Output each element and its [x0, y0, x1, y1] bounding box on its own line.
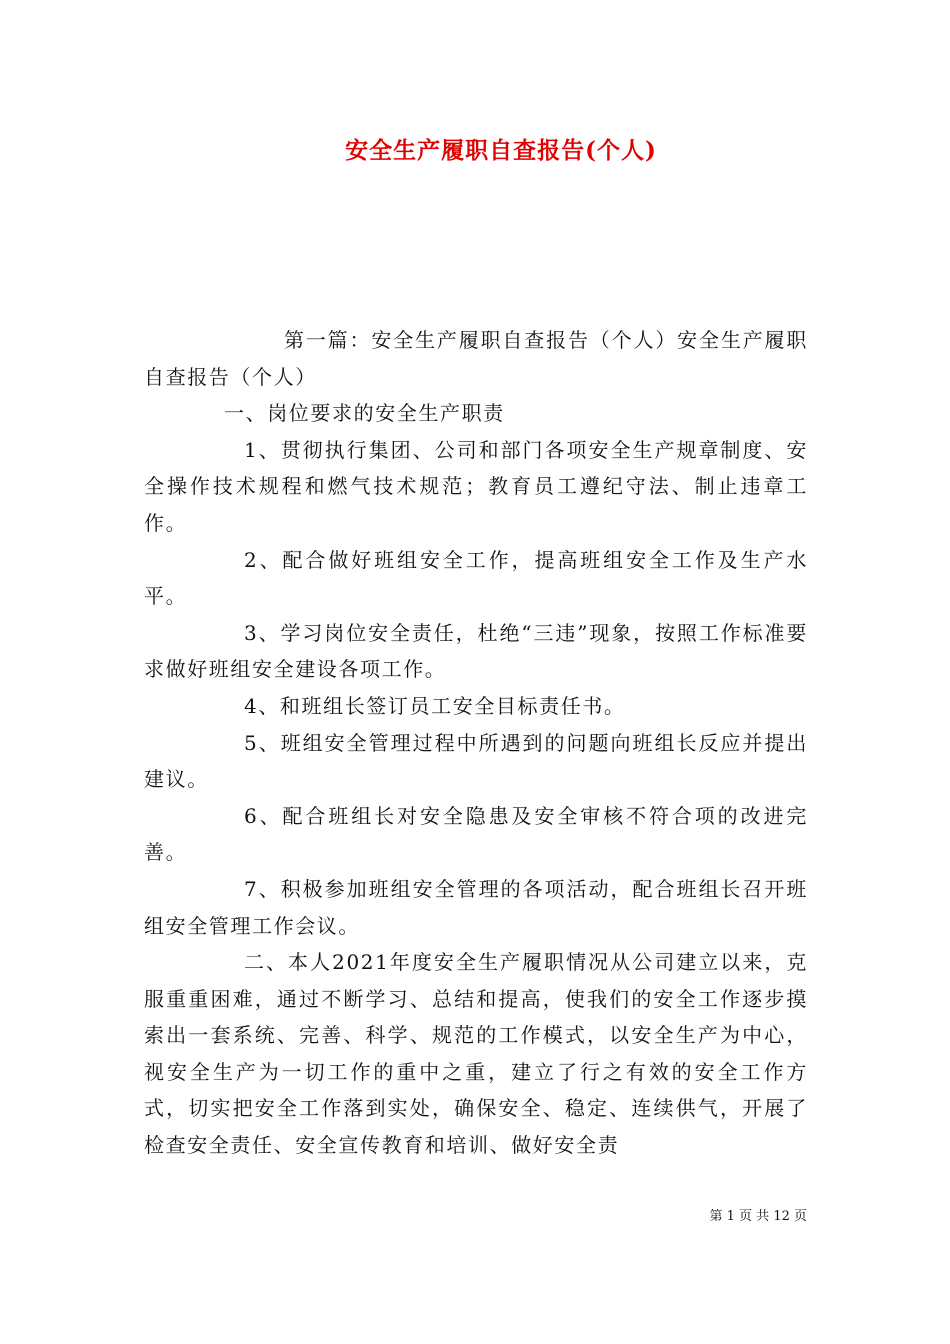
paragraph-item-4: 4、和班组长签订员工安全目标责任书。	[244, 693, 626, 718]
paragraph-item-5: 5、班组安全管理过程中所遇到的问题向班组长反应并提出建议。	[144, 730, 808, 792]
document-title: 安全生产履职自查报告(个人)	[345, 137, 657, 164]
paragraph-item-6: 6、配合班组长对安全隐患及安全审核不符合项的改进完善。	[144, 803, 808, 865]
document-body	[144, 322, 808, 1164]
paragraph-item-3: 3、学习岗位安全责任，杜绝“三违”现象，按照工作标准要求做好班组安全建设各项工作。	[144, 620, 808, 682]
paragraph-intro: 第一篇：安全生产履职自查报告（个人）安全生产履职自查报告（个人）	[144, 328, 808, 389]
paragraph-item-1: 1、贯彻执行集团、公司和部门各项安全生产规章制度、安全操作技术规程和燃气技术规范；教育员工遵纪守法、制止违章工作。	[144, 437, 808, 535]
paragraph-item-2: 2、配合做好班组安全工作，提高班组安全工作及生产水平。	[144, 547, 808, 609]
page-number: 第 1 页 共 12 页	[709, 1209, 807, 1224]
paragraph-item-7: 7、积极参加班组安全管理的各项活动，配合班组长召开班组安全管理工作会议。	[144, 876, 808, 938]
section-heading-duties: 一、岗位要求的安全生产职责	[224, 401, 505, 426]
section-performance: 二、本人2021年度安全生产履职情况从公司建立以来，克服重重困难，通过不断学习、总结和提高，使我们的安全工作逐步摸索出一套系统、完善、科学、规范的工作模式，以安全生产为中心，视安全生产为一切工作的重中之重，建立了行之有效的安全工作方式，切实把安全工作落到实处，确保安全、稳定、连续供气，开展了检查安全责任、安全宣传教育和培训、做好安全责	[144, 950, 808, 1158]
